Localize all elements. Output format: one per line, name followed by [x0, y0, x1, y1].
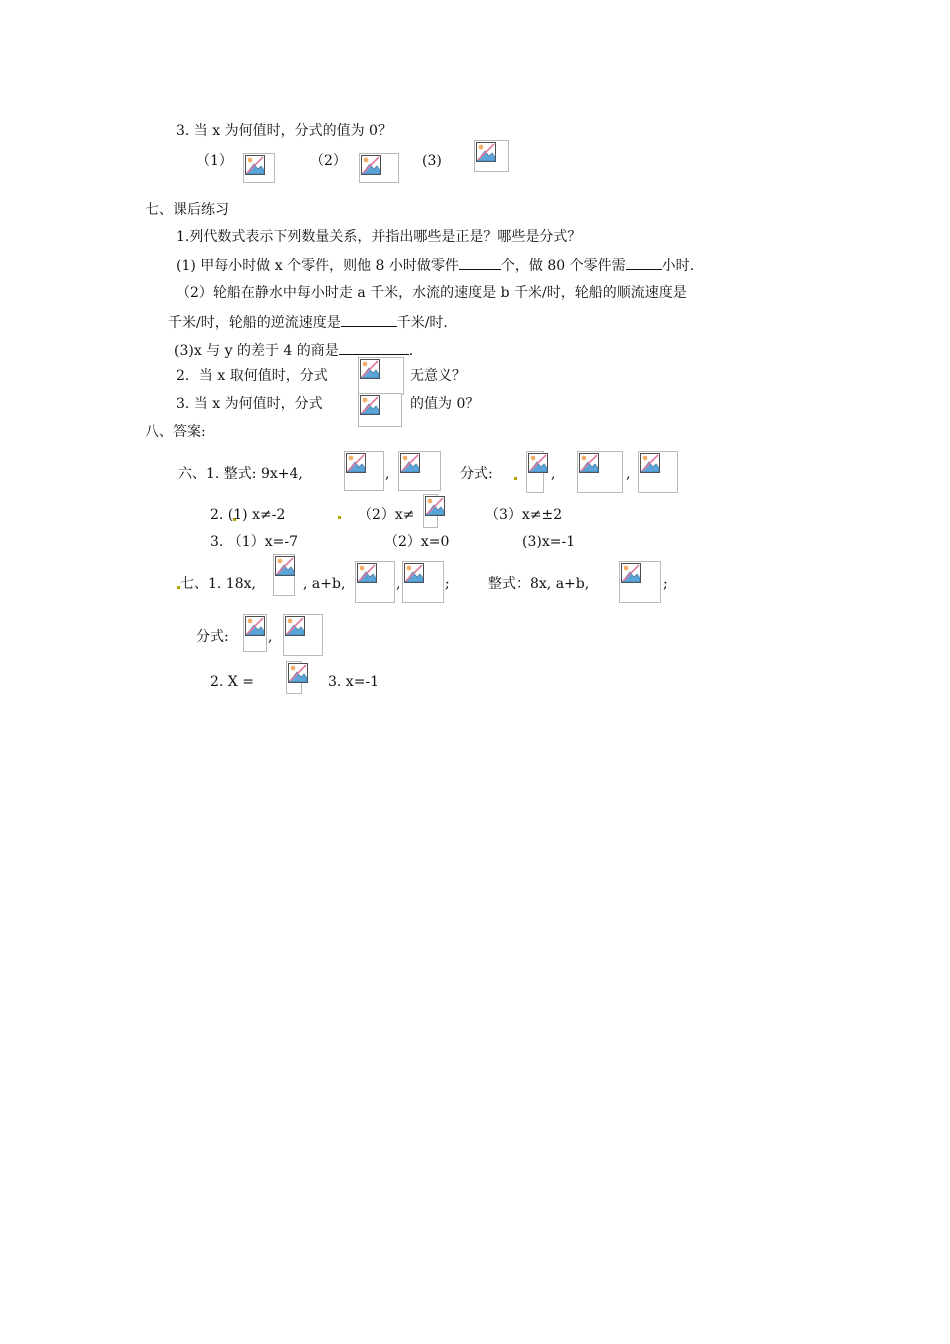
exercise-1-2a: （2）轮船在静水中每小时走 a 千米，水流的速度是 b 千米/时，轮船的顺流速度是 [176, 285, 687, 301]
answer-6-3-1: 3. （1）x=-7 [210, 534, 298, 550]
exercise-1-3-text-a: (3)x 与 y 的差于 4 的商是 [174, 343, 339, 359]
part-2-label: （2） [310, 153, 347, 169]
answer-7-1-text: 七、1. 18x, [180, 576, 256, 592]
exercise-1-3-text-b: . [408, 343, 414, 359]
answer-blank [459, 255, 501, 270]
fraction-image [398, 451, 441, 491]
answer-7-1-text-b: , a+b, [303, 576, 346, 592]
answer-6-2-1: 2. (1) x≠-2 [210, 507, 286, 523]
fraction-image [638, 451, 678, 493]
part-1-label: （1） [196, 153, 233, 169]
fraction-image [243, 614, 267, 652]
answer-blank [339, 340, 409, 355]
answer-7-fraction-label: 分式: [196, 629, 229, 645]
fraction-image [526, 451, 544, 493]
separator-comma: , [268, 629, 273, 645]
answer-6-1-text: 六、1. 整式: 9x+4, [178, 466, 303, 482]
exercise-1-1-text-b: 个，做 80 个零件需 [500, 258, 626, 274]
answer-6-3-3: (3)x=-1 [522, 534, 576, 550]
fraction-image [344, 451, 384, 491]
answer-6-3-2: （2）x=0 [384, 534, 450, 550]
exercise-1-1-text-a: (1) 甲每小时做 x 个零件，则他 8 小时做零件 [176, 258, 459, 274]
answer-blank [341, 312, 397, 327]
answer-blank [626, 255, 662, 270]
separator-comma: , [551, 466, 556, 482]
answer-7-3: 3. x=-1 [328, 674, 380, 690]
separator-comma: , [385, 466, 390, 482]
fraction-image [423, 494, 438, 528]
fraction-image [474, 140, 509, 172]
exercise-1-2b [168, 312, 448, 332]
fraction-image [273, 554, 295, 596]
fraction-image [286, 661, 302, 694]
part-3-label: (3) [422, 153, 442, 169]
exercise-1: 1.列代数式表示下列数量关系，并指出哪些是正是？哪些是分式？ [176, 229, 582, 245]
answer-7-1-integer-label: 整式：8x, a+b, [488, 576, 590, 592]
separator-semicolon: ; [445, 576, 450, 592]
fraction-image [402, 561, 444, 603]
exercise-1-1 [176, 255, 694, 275]
fraction-image [243, 153, 275, 183]
separator-comma: , [626, 466, 631, 482]
exercise-3-text: 3. 当 x 为何值时，分式 [176, 396, 323, 412]
exercise-3-text-b: 的值为 0？ [410, 396, 480, 412]
fraction-image [355, 561, 395, 603]
fraction-image [619, 561, 661, 603]
fraction-image [358, 393, 402, 427]
answer-6-2-2: （2）x≠ [358, 507, 415, 523]
section-8-heading: 八、答案: [145, 424, 206, 440]
exercise-1-1-text-c: 小时. [661, 258, 695, 274]
section-7-heading: 七、课后练习 [145, 202, 229, 218]
answer-6-1-fraction-label: 分式: [460, 466, 493, 482]
fraction-image [577, 451, 623, 493]
separator-semicolon: ; [663, 576, 668, 592]
marker-dot [338, 516, 341, 519]
question-3-title: 3. 当 x 为何值时，分式的值为 0？ [176, 123, 392, 139]
exercise-1-2-text-b: 千米/时，轮船的逆流速度是 [168, 315, 341, 331]
exercise-1-2-text-c: 千米/时. [396, 315, 448, 331]
exercise-2-text: 2．当 x 取何值时，分式 [176, 368, 328, 384]
marker-dot [514, 477, 517, 480]
fraction-image [358, 357, 404, 395]
fraction-image [359, 153, 399, 183]
fraction-image [283, 614, 323, 656]
answer-7-2: 2. X = [210, 674, 254, 690]
exercise-2-text-b: 无意义？ [410, 368, 466, 384]
separator-comma: , [396, 576, 401, 592]
answer-6-2-3: （3）x≠±2 [485, 507, 563, 523]
